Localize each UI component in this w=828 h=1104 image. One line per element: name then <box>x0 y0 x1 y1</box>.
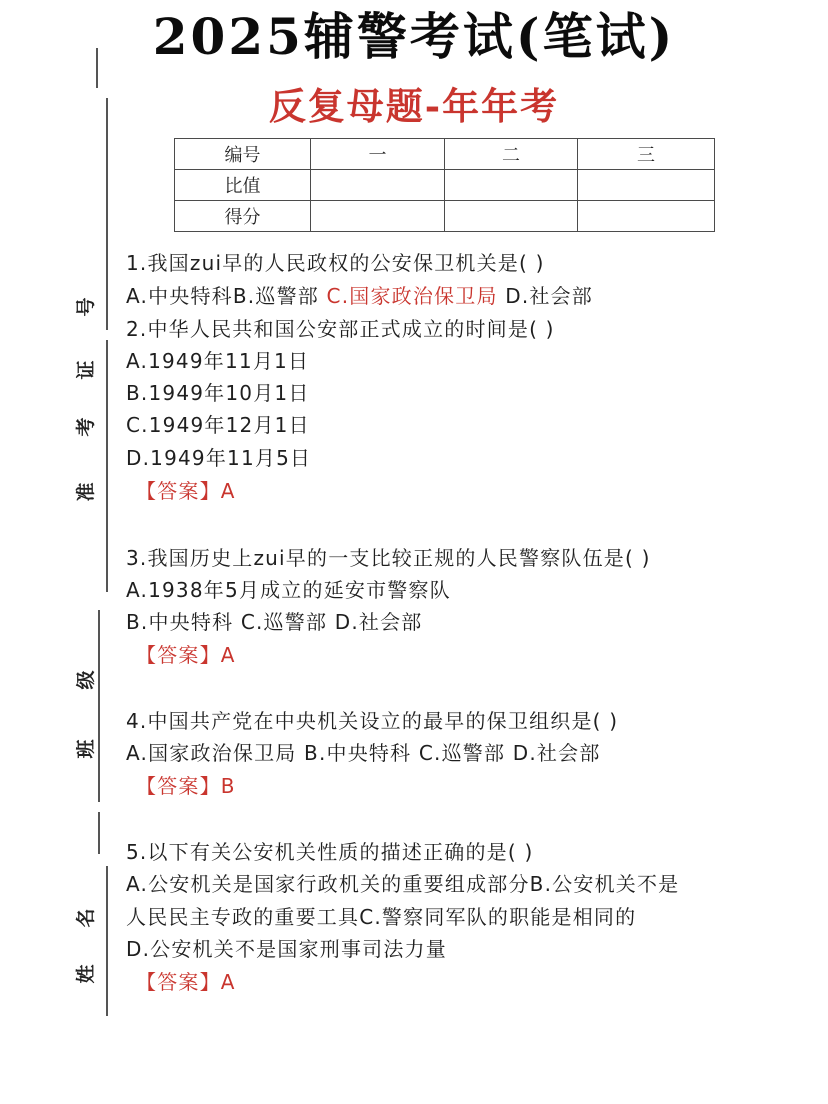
binding-line <box>98 610 100 802</box>
binding-label-class: 级 <box>75 670 97 690</box>
score-table-cell <box>578 201 715 232</box>
binding-line <box>98 812 100 854</box>
score-table-cell <box>311 201 445 232</box>
question-option: A.1949年11月1日 <box>126 349 310 373</box>
question-option: B.1949年10月1日 <box>126 381 310 405</box>
score-table-cell: 得分 <box>175 201 311 232</box>
question-option: A.国家政治保卫局 B.中央特科 C.巡警部 D.社会部 <box>126 741 601 765</box>
binding-label-exam-id: 证 <box>75 360 97 380</box>
binding-label-class: 班 <box>75 739 97 759</box>
score-table-cell <box>445 201 578 232</box>
question-option: D.1949年11月5日 <box>126 446 312 470</box>
score-table-cell: 三 <box>578 139 715 170</box>
score-table-cell <box>578 170 715 201</box>
score-table-cell <box>445 170 578 201</box>
score-table-row <box>175 201 715 232</box>
option-a: A.中央特科 <box>126 284 233 308</box>
binding-line <box>106 340 108 592</box>
score-table-cell: 编号 <box>175 139 311 170</box>
answer-label: 【答案】A <box>136 970 236 994</box>
binding-label-name: 姓 <box>75 964 97 984</box>
binding-line <box>106 866 108 1016</box>
option-d: D.社会部 <box>505 284 593 308</box>
page-subtitle: 反复母题-年年考 <box>268 84 560 128</box>
option-c-correct: C.国家政治保卫局 <box>326 284 498 308</box>
binding-margin <box>0 0 125 1104</box>
question-option: A.公安机关是国家行政机关的重要组成部分B.公安机关不是 <box>126 872 680 896</box>
score-table-cell: 一 <box>311 139 445 170</box>
score-table-cell <box>311 170 445 201</box>
question-option: 人民民主专政的重要工具C.警察同军队的职能是相同的 <box>126 905 637 929</box>
question-stem: 5.以下有关公安机关性质的描述正确的是( ) <box>126 840 534 864</box>
page-title: 2025辅警考试(笔试) <box>152 7 676 66</box>
question-stem: 3.我国历史上zui早的一支比较正规的人民警察队伍是( ) <box>126 546 651 570</box>
question-option: C.1949年12月1日 <box>126 413 310 437</box>
score-table-cell: 二 <box>445 139 578 170</box>
score-table-row <box>175 170 715 201</box>
answer-label: 【答案】A <box>136 479 236 503</box>
question-stem: 1.我国zui早的人民政权的公安保卫机关是( ) <box>126 251 545 275</box>
binding-line <box>96 48 98 88</box>
question-stem: 2.中华人民共和国公安部正式成立的时间是( ) <box>126 317 555 341</box>
score-table-cell: 比值 <box>175 170 311 201</box>
binding-label-exam-id: 号 <box>75 297 97 317</box>
option-b: B.巡警部 <box>232 284 319 308</box>
score-table <box>174 138 715 232</box>
question-options <box>126 281 593 311</box>
answer-label: 【答案】B <box>136 774 236 798</box>
binding-line <box>106 98 108 330</box>
answer-label: 【答案】A <box>136 643 236 667</box>
binding-label-name: 名 <box>75 908 97 928</box>
question-option: A.1938年5月成立的延安市警察队 <box>126 578 451 602</box>
score-table-header-row <box>175 139 715 170</box>
question-stem: 4.中国共产党在中央机关设立的最早的保卫组织是( ) <box>126 709 619 733</box>
binding-label-exam-id: 准 <box>75 482 97 502</box>
question-option: B.中央特科 C.巡警部 D.社会部 <box>126 610 423 634</box>
question-option: D.公安机关不是国家刑事司法力量 <box>126 937 447 961</box>
binding-label-exam-id: 考 <box>75 417 97 437</box>
